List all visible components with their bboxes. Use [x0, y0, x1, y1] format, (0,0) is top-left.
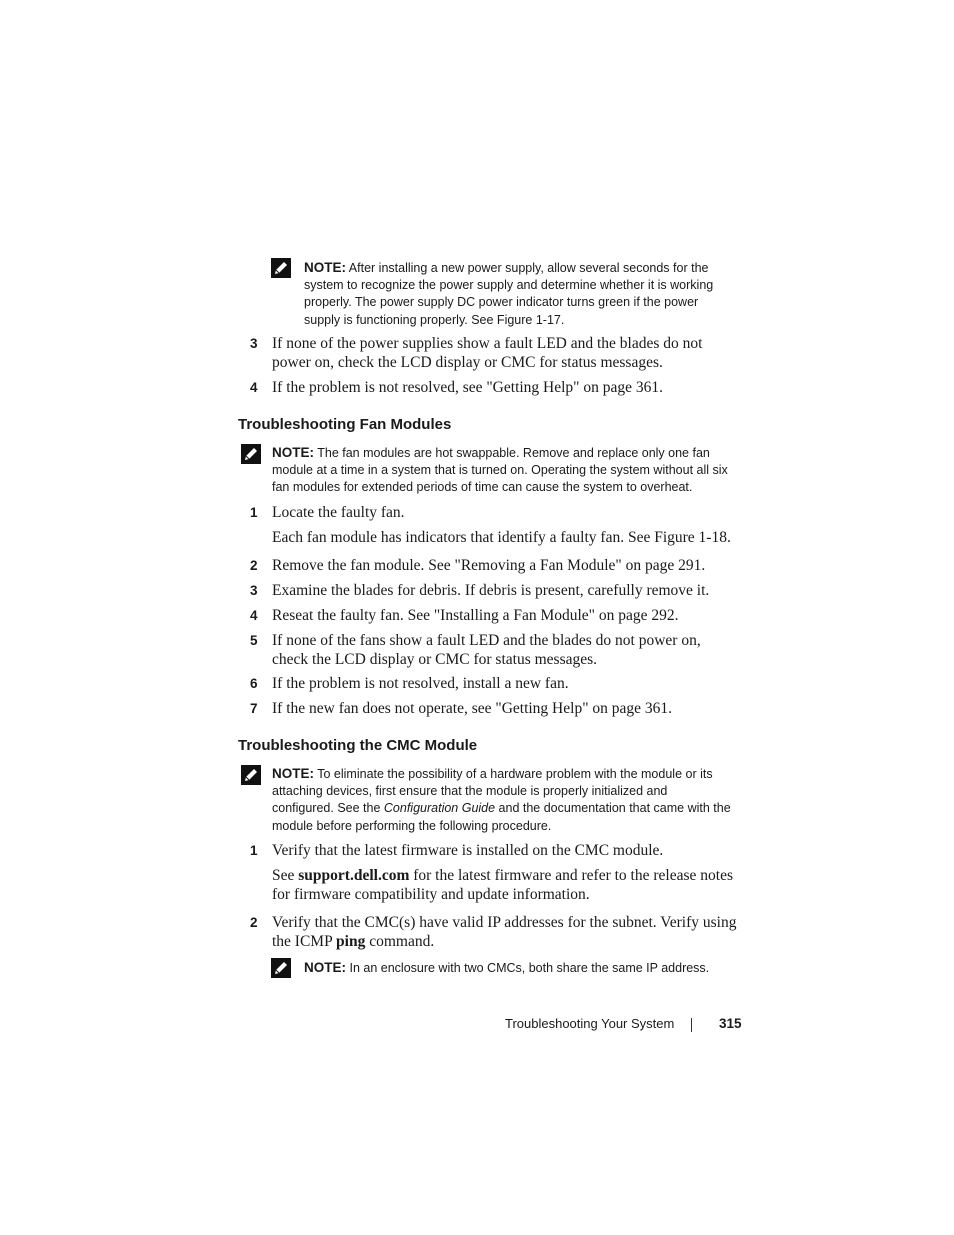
note-text-fragment: configured. See the	[272, 801, 384, 816]
footer-section-title: Troubleshooting Your System	[505, 1016, 675, 1031]
step-number: 3	[250, 583, 258, 598]
step-number: 4	[250, 380, 258, 395]
note-icon	[271, 958, 291, 978]
step-text-line: If none of the fans show a fault LED and the blades do not power on,	[272, 632, 701, 649]
para-line: for firmware compatibility and update information.	[272, 886, 590, 903]
step-text-line: Locate the faulty fan.	[272, 504, 405, 521]
para-fragment: for the latest firmware and refer to the release notes	[409, 867, 733, 884]
note-label: NOTE:	[304, 960, 346, 975]
note-text-line: module at a time in a system that is turned on. Operating the system without all six	[272, 463, 728, 478]
section-heading-fan-modules: Troubleshooting Fan Modules	[238, 416, 452, 433]
step-number: 1	[250, 843, 258, 858]
step-text-line: check the LCD display or CMC for status messages.	[272, 651, 598, 668]
step-number: 3	[250, 336, 258, 351]
step-text-line: If the problem is not resolved, install a new fan.	[272, 675, 569, 692]
page-footer	[505, 1016, 745, 1034]
note-doc-title: Configuration Guide	[383, 801, 496, 816]
step-number: 2	[250, 915, 258, 930]
step-text-fragment: command.	[365, 933, 435, 950]
step-text-line: Reseat the faulty fan. See "Installing a Fan Module" on page 292.	[272, 607, 679, 624]
step-text-line: Examine the blades for debris. If debris is present, carefully remove it.	[272, 582, 710, 599]
note-text-line: The fan modules are hot swappable. Remove and replace only one fan	[317, 446, 710, 460]
note-cmc-ip	[304, 959, 744, 977]
note-fan-modules	[272, 444, 742, 497]
step-number: 1	[250, 505, 258, 520]
step-text-fragment: the ICMP	[272, 933, 337, 950]
note-text-line: fan modules for extended periods of time can cause the system to overheat.	[272, 480, 693, 495]
step-text-line: If the new fan does not operate, see "Getting Help" on page 361.	[272, 700, 673, 717]
note-text-line: In an enclosure with two CMCs, both share the same IP address.	[349, 961, 710, 975]
step-number: 6	[250, 676, 258, 691]
note-text-line: system to recognize the power supply and determine whether it is working	[304, 278, 714, 293]
note-label: NOTE:	[304, 260, 346, 275]
step-text-line: If none of the power supplies show a fault LED and the blades do not	[272, 335, 703, 352]
step-text-line: Verify that the latest firmware is installed on the CMC module.	[272, 842, 664, 859]
step-text-line: Verify that the CMC(s) have valid IP addresses for the subnet. Verify using	[272, 914, 737, 931]
note-text-line: module before performing the following procedure.	[272, 818, 552, 833]
note-text-fragment: and the documentation that came with the	[495, 801, 731, 816]
step-paragraph	[272, 866, 752, 904]
command-name: ping	[336, 933, 366, 950]
step-text-line: Remove the fan module. See "Removing a Fan Module" on page 291.	[272, 557, 706, 574]
note-text-line: supply is functioning properly. See Figure 1-17.	[304, 312, 565, 327]
note-icon	[241, 765, 261, 785]
step-paragraph: Each fan module has indicators that identify a faulty fan. See Figure 1-18.	[272, 529, 731, 546]
footer-divider	[691, 1018, 692, 1032]
note-text-line: properly. The power supply DC power indicator turns green if the power	[304, 295, 699, 310]
step-text-line: If the problem is not resolved, see "Getting Help" on page 361.	[272, 379, 664, 396]
para-fragment: See	[272, 867, 299, 884]
note-cmc-module	[272, 765, 742, 835]
note-text-line: After installing a new power supply, allow several seconds for the	[348, 261, 709, 275]
note-label: NOTE:	[272, 766, 314, 781]
note-text-line: attaching devices, first ensure that the module is properly initialized and	[272, 784, 668, 799]
step-number: 4	[250, 608, 258, 623]
note-power-supply	[304, 259, 744, 329]
note-icon	[241, 444, 261, 464]
note-text-line: To eliminate the possibility of a hardware problem with the module or its	[317, 767, 713, 781]
step-number: 2	[250, 558, 258, 573]
page-number: 315	[719, 1016, 742, 1031]
section-heading-cmc-module: Troubleshooting the CMC Module	[238, 737, 478, 754]
note-icon	[271, 258, 291, 278]
note-label: NOTE:	[272, 445, 314, 460]
step-text-line: power on, check the LCD display or CMC for status messages.	[272, 354, 663, 371]
step-number: 7	[250, 701, 258, 716]
step-number: 5	[250, 633, 258, 648]
support-link-text: support.dell.com	[298, 867, 410, 884]
